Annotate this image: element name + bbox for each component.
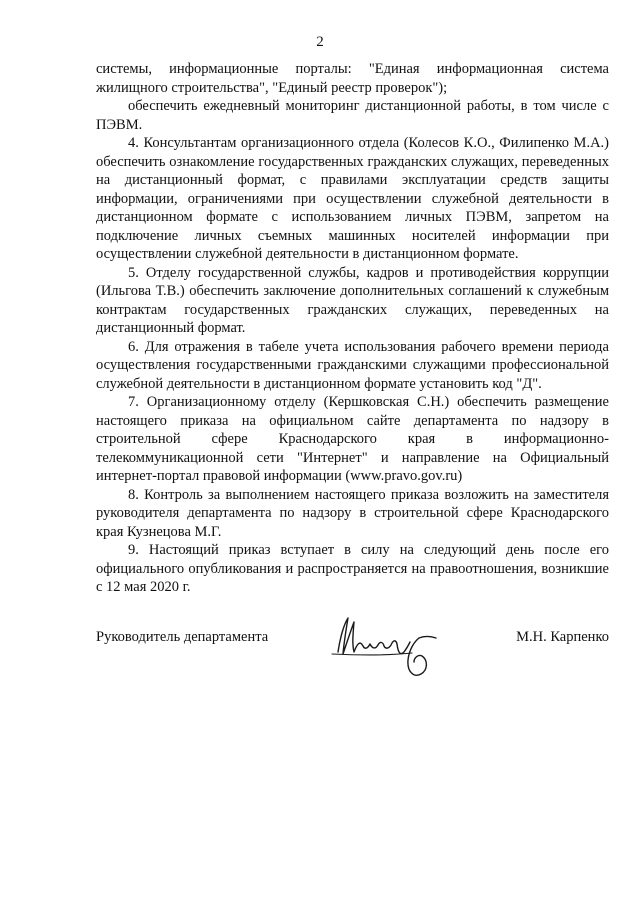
paragraph-item-7: 7. Организационному отделу (Кершковская С.Н.) обеспечить размещение настоящего приказа на официальном сайте департамента по надзору в строительной сфере Краснодарского края в информационно-телекоммуникационной сети "Интернет" и направление на Официальный интернет-портал правовой информации (www.pravo.gov.ru) (96, 394, 609, 484)
document-body (96, 60, 609, 597)
paragraph-monitoring: обеспечить ежедневный мониторинг дистанционной работы, в том числе с ПЭВМ. (96, 98, 609, 133)
paragraph-item-6: 6. Для отражения в табеле учета использования рабочего времени периода осуществления государственными гражданскими служащими профессиональной служебной деятельности в дистанционном формате установить код "Д". (96, 338, 609, 392)
signatory-name: М.Н. Карпенко (516, 629, 609, 645)
paragraph-item-4: 4. Консультантам организационного отдела (Колесов К.О., Филипенко М.А.) обеспечить ознакомление государственных гражданских служащих, переведенных на дистанционный формат, с правилами эксплуатации средств защиты информации, ограничениями при осуществлении служебной деятельности в дистанционном формате с использованием личных ПЭВМ, запретом на подключение личных съемных машинных носителей информации при осуществлении служебной деятельности в дистанционном формате. (96, 135, 609, 262)
handwritten-signature (324, 612, 444, 688)
signatory-position: Руководитель департамента (96, 629, 269, 645)
paragraph-continuation: системы, информационные порталы: "Единая информационная система жилищного строительства", "Единый реестр проверок"); (96, 61, 609, 96)
paragraph-item-9: 9. Настоящий приказ вступает в силу на следующий день после его официального опубликования и распространяется на правоотношения, возникшие с 12 мая 2020 г. (96, 542, 609, 595)
page-number: 2 (316, 34, 324, 50)
signature-block (96, 612, 609, 692)
paragraph-item-8: 8. Контроль за выполнением настоящего приказа возложить на заместителя руководителя департамента по надзору в строительной сфере Краснодарского края Кузнецова М.Г. (96, 486, 609, 540)
paragraph-item-5: 5. Отделу государственной службы, кадров и противодействия коррупции (Ильгова Т.В.) обеспечить заключение дополнительных соглашений к служебным контрактам государственных гражданских служащих, переведенных на дистанционный формат. (96, 264, 609, 336)
